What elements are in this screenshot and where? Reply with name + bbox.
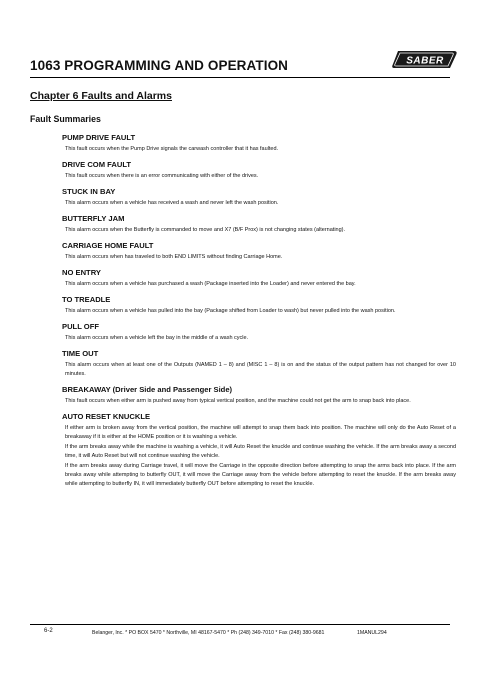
- fault-title: PULL OFF: [62, 322, 99, 331]
- page-number: 6-2: [44, 628, 53, 634]
- fault-paragraph: If the arm breaks away while the machine is washing a vehicle, it will Auto Reset the knuckle and continue washing the vehicle. If the arm breaks away a second time, it will Auto Reset but will not continue washing the vehicle.: [65, 444, 456, 459]
- fault-title: BREAKAWAY (Driver Side and Passenger Side): [62, 385, 233, 394]
- fault-list: [62, 127, 456, 490]
- chapter-title: Chapter 6 Faults and Alarms: [30, 90, 172, 102]
- fault-title: AUTO RESET KNUCKLE: [62, 412, 151, 421]
- fault-title: TIME OUT: [62, 349, 99, 358]
- fault-paragraph: This alarm occurs when the Butterfly is commanded to move and X7 (B/F Prox) is not changing states (alternating).: [65, 227, 346, 233]
- header-rule: [30, 77, 450, 78]
- fault-title: CARRIAGE HOME FAULT: [62, 241, 154, 250]
- document-title: 1063 PROGRAMMING AND OPERATION: [30, 58, 289, 73]
- fault-description: [62, 172, 456, 181]
- fault-title: DRIVE COM FAULT: [62, 160, 132, 169]
- logo-text: SABER: [406, 55, 444, 67]
- fault-description: [62, 226, 456, 235]
- fault-title: PUMP DRIVE FAULT: [62, 133, 136, 142]
- fault-description: [62, 145, 456, 154]
- document-code: 1MANUL294: [357, 630, 387, 636]
- fault-description: [62, 397, 456, 406]
- fault-item: [62, 267, 456, 289]
- fault-paragraph: This alarm occurs when has traveled to both END LIMITS without finding Carriage Home.: [65, 254, 283, 260]
- fault-item: [62, 132, 456, 154]
- fault-paragraph: This fault occurs when there is an error communicating with either of the drives.: [65, 173, 259, 179]
- fault-paragraph: If either arm is broken away from the vertical position, the machine will attempt to snap them back into position. The machine will only do the Auto Reset of a breakaway if it is either at the HOME position or it is washing a vehicle.: [65, 425, 456, 440]
- fault-paragraph: This fault occurs when the Pump Drive signals the carwash controller that it has faulted.: [65, 146, 279, 152]
- fault-description: [62, 334, 456, 343]
- fault-title: BUTTERFLY JAM: [62, 214, 125, 223]
- fault-description: [62, 361, 456, 379]
- fault-title: TO TREADLE: [62, 295, 111, 304]
- fault-item: [62, 384, 456, 406]
- fault-paragraph: This alarm occurs when a vehicle has received a wash and never left the wash position.: [65, 200, 279, 206]
- company-info: Belanger, Inc. * PO BOX 5470 * Northville, MI 48167-5470 * Ph (248) 349-7010 * Fax (248) 380-9681: [92, 630, 325, 636]
- fault-title: NO ENTRY: [62, 268, 101, 277]
- fault-description: [62, 280, 456, 289]
- saber-logo: [392, 49, 458, 70]
- fault-paragraph: This alarm occurs when a vehicle has purchased a wash (Package inserted into the Loader) and never entered the bay.: [65, 281, 356, 287]
- fault-item: [62, 411, 456, 489]
- fault-paragraph: This alarm occurs when at least one of the Outputs (NAMED 1 – 8) and (MISC 1 – 8) is on and the status of the output pattern has not changed for over 10 minutes.: [65, 362, 456, 377]
- section-title: Fault Summaries: [30, 114, 101, 124]
- fault-item: [62, 240, 456, 262]
- fault-paragraph: This fault occurs when either arm is pushed away from typical vertical position, and the machine could not get the arm to snap back into place.: [65, 398, 411, 404]
- fault-item: [62, 159, 456, 181]
- fault-description: [62, 424, 456, 489]
- fault-description: [62, 253, 456, 262]
- fault-item: [62, 186, 456, 208]
- fault-paragraph: This alarm occurs when a vehicle has pulled into the bay (Package shifted from Loader to wash) but never pulled into the wash position.: [65, 308, 396, 314]
- fault-item: [62, 294, 456, 316]
- footer-rule: [30, 624, 450, 625]
- fault-item: [62, 348, 456, 379]
- fault-description: [62, 199, 456, 208]
- fault-paragraph: This alarm occurs when a vehicle left the bay in the middle of a wash cycle.: [65, 335, 249, 341]
- fault-item: [62, 213, 456, 235]
- fault-title: STUCK IN BAY: [62, 187, 116, 196]
- fault-description: [62, 307, 456, 316]
- fault-item: [62, 321, 456, 343]
- fault-paragraph: If the arm breaks away during Carriage travel, it will move the Carriage in the opposite direction before attempting to snap the arms back into place. If the arm breaks away while attempting to butterfly OUT, it will move the Carriage away from the vehicle before attempting to reset the knuckle. If the arm breaks away while attempting to butterfly IN, it will immediately butterfly OUT before attempting to reset the knuckle.: [65, 463, 456, 487]
